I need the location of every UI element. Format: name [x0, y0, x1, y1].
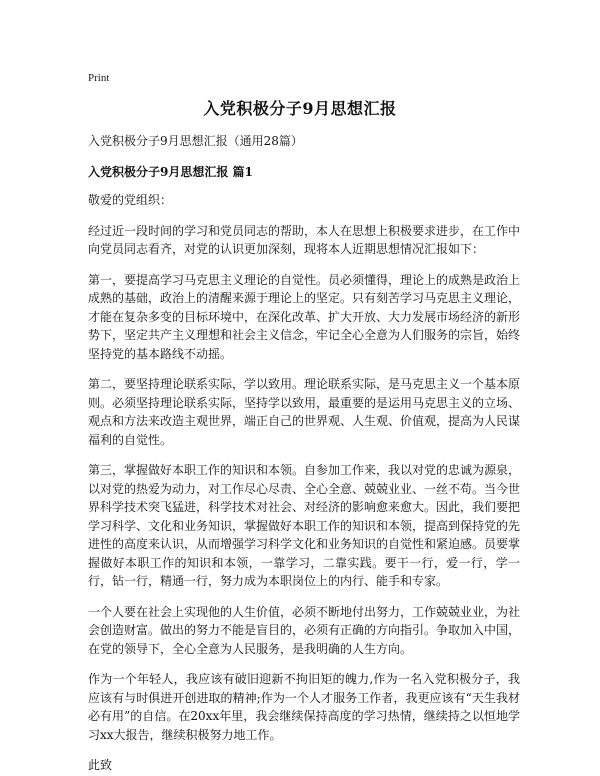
paragraph-life-value: 一个人要在社会上实现他的人生价值，必须不断地付出努力，工作兢兢业业，为社会创造财富。做出的努力不能是盲目的，必须有正确的方向指引。争取加入中国，在党的领导下，全心全意为人民服务，是我明确的人生方向。 [88, 604, 521, 656]
paragraph-youth-pledge: 作为一个年轻人，我应该有破旧迎新不拘旧矩的魄力,作为一名入党积极分子，我应该有与时俱进开创进取的精神;作为一个人才服务工作者，我更应该有“天生我材必有用”的自信。在20xx年里，我会继续保持高度的学习热情，继续持之以恒地学习xx大报告，继续积极努力地工作。 [88, 672, 520, 742]
paragraph-point-two: 第二，要坚持理论联系实际，学以致用。理论联系实际，是马克思主义一个基本原则。必须坚持理论联系实际，坚持学以致用，最重要的是运用马克思主义的立场、观点和方法来改造主观世界，端正自己的世界观、人生观、价值观，提高为人民谋福利的自觉性。 [88, 377, 521, 447]
paragraph-intro: 经过近一段时间的学习和党员同志的帮助，本人在思想上积极要求进步，在工作中向党员同志看齐，对党的认识更加深刻，现将本人近期思想情况汇报如下： [88, 223, 521, 256]
paragraph-point-three: 第三，掌握做好本职工作的知识和本领。自参加工作来，我以对党的忠诚为源泉，以对党的热爱为动力，对工作尽心尽责、全心全意、兢兢业业、一丝不苟。当今世界科学技术突飞猛进，科学技术对社会、对经济的影响愈来愈大。因此，我们要把学习科学、文化和业务知识，掌握做好本职工作的知识和本领，提高到保持党的先进性的高度来认识，从而增强学习科学文化和业务知识的自觉性和紧迫感。员要掌握做好本职工作的知识和本领，一靠学习，二靠实践。要干一行，爱一行，学一行，钻一行，精通一行，努力成为本职岗位上的内行、能手和专家。 [88, 463, 521, 588]
document-subtitle: 入党积极分子9月思想汇报（通用28篇） [88, 134, 303, 148]
document-body [88, 132, 520, 775]
closing-line: 此致 [88, 758, 113, 772]
paragraph-point-one: 第一，要提高学习马克思主义理论的自觉性。员必须懂得，理论上的成熟是政治上成熟的基础，政治上的清醒来源于理论上的坚定。只有刻苦学习马克思主义理论，才能在复杂多变的目标环境中，在深化改革、扩大开放、大力发展市场经济的新形势下，坚定共产主义理想和社会主义信念，牢记全心全意为人们服务的宗旨，始终坚持党的基本路线不动摇。 [88, 272, 521, 361]
print-label: Print [88, 72, 110, 84]
section-heading: 入党积极分子9月思想汇报 篇1 [88, 164, 253, 179]
salutation: 敬爱的党组织： [88, 193, 173, 207]
document-title: 入党积极分子9月思想汇报 [203, 99, 397, 118]
